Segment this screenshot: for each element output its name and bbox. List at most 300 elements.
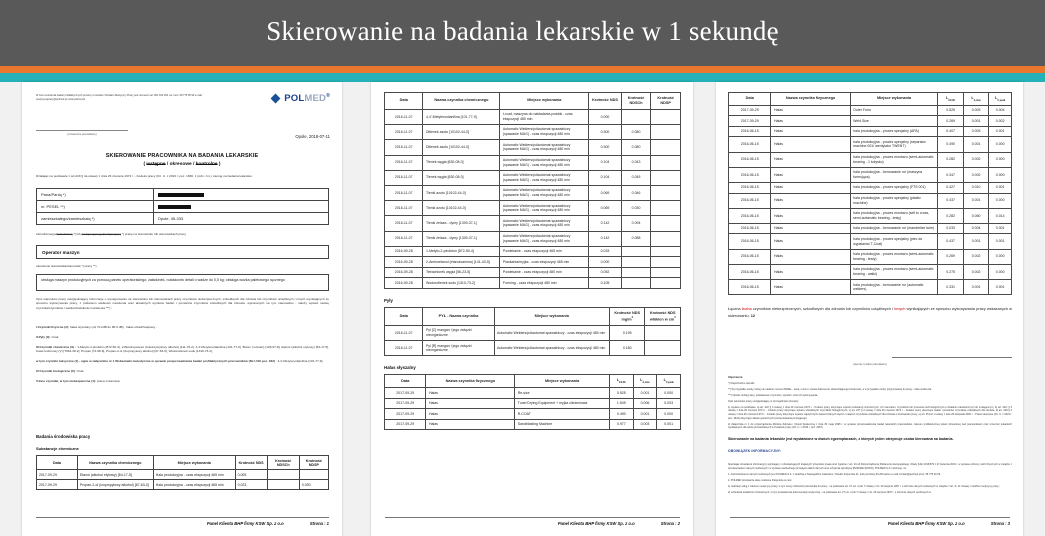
table-cell: 2016-11-07	[385, 201, 423, 216]
table-cell: hala produkcyjna - proces montażu (semi-automatic bearing - 1 łożysko)	[850, 152, 938, 167]
table-cell: 0.490	[938, 137, 963, 152]
table-cell: Pył [C] mangan i jego związki nieorganiczne	[423, 325, 494, 340]
documents-workspace	[0, 82, 1045, 536]
table-cell: 4,4'-Metylenodianilina [101-77-9]	[423, 109, 500, 124]
footer-left: Panel Klienta BHP firmy KSW Sp. z o.o	[206, 521, 284, 526]
identity-label: nr. PESEL **)	[37, 201, 154, 213]
table-cell	[267, 480, 299, 490]
table-cell	[651, 267, 681, 278]
table-row	[385, 246, 681, 257]
table-cell: Hałas	[426, 388, 515, 399]
column-header: $L_{C,peak}$	[989, 93, 1012, 106]
table-cell: Tlenki azotu [10102-44-0]	[423, 185, 500, 200]
hazard-factor-body: 1-Metylo-2-pirolidon [872-50-4], 2-Butoksyetanol (butoksyetylowy alkohol) [111-76-2], 4,4'-Metylenodianilina [101-77-9], Butan (n-butan) [106-97-8], Etanol (alkohol etylowy) [64-17-5], Kwas fosforowy (V) [7664-38-2], Propan [74-98-6], Propan-2-ol (izopropylowy alkohol) [67-63-0], Wodorotlenek sodu [1310-73-2],	[36, 344, 329, 354]
noise-measurements-table-cont	[728, 92, 1012, 295]
document-page-1[interactable]	[22, 82, 342, 536]
table-row	[37, 201, 329, 213]
table-row	[385, 155, 681, 170]
table-row	[729, 223, 1012, 234]
table-cell: Automatic Welders/półautomat spawalniczy - czas ekspozycji 480 min	[494, 341, 609, 356]
column-header: $L_{C,peak}$	[657, 375, 681, 388]
gdpr-note: 2) udzielania świadczeń zdrowotnych, w tym prowadzenia dokumentacji medycznej - na podstawie art. 27 ust. 2 pkt 7 Ustawy z dn. 29 sierpnia 1997 r. o ochronie danych osobowych w	[728, 490, 931, 494]
identity-value[interactable]	[153, 189, 328, 201]
gdpr-note: 1) realizacji usług z zakresu medycyny pracy, w tym oceny zdolności pracownika do pracy - na podstawie art. 27 ust. 2 pkt 7 Ustawy z dn. 29 sierpnia 1997 r. o ochronie danych osobowych w związku z art. 6 i 11 Ustawy o służbie medycyny pracy;	[728, 484, 1000, 488]
column-header: Miejsce wykonania	[494, 307, 609, 325]
table-cell: 2016-11-07	[385, 185, 423, 200]
table-cell: 0.180	[609, 341, 645, 356]
table-cell: 0.195	[609, 325, 645, 340]
table-cell: Tetrachlorek węgla [56-23-5]	[423, 267, 500, 278]
table-cell: 0.001	[989, 280, 1012, 295]
table-cell: Hałas	[771, 183, 850, 194]
column-header: Nazwa czynnika chemicznego	[423, 93, 500, 110]
table-cell: 0.094	[621, 216, 651, 231]
logo-registered-icon: ®	[326, 93, 330, 99]
table-row	[729, 137, 1012, 152]
table-cell: Hałas	[771, 105, 850, 116]
subtitle-option-wstepne: wstępne	[146, 162, 166, 167]
table-cell: 2017-09-29	[729, 116, 771, 127]
table-row	[729, 167, 1012, 182]
table-cell: Forming - czas ekspozycji 480 min	[500, 278, 589, 289]
logo-part1: POL	[284, 93, 305, 105]
table-cell: 2016-06-15	[729, 223, 771, 234]
table-cell	[651, 140, 681, 155]
table-cell: 0.003	[963, 105, 988, 116]
table-cell: Hałas	[771, 223, 850, 234]
table-cell	[651, 155, 681, 170]
table-row	[37, 213, 329, 225]
column-header: Miejsce wykonania	[500, 93, 589, 110]
table-cell: 0.030	[621, 201, 651, 216]
table-cell: 0.001	[963, 280, 988, 295]
table-cell: Hałas	[771, 116, 850, 127]
table-cell	[621, 109, 651, 124]
table-cell: hala produkcyjna - proces montażu (semi-automatic bearing - wałki)	[850, 264, 938, 279]
gdpr-note: 1. Administratorem danych osobowych jest POLMED S.A. z siedzibą w Starogardzie Gdańskim, Osiedle Kopernika 21, kod pocztowy 83-200 adres e-mail: kontakt@polmed.pl tel. 58 775 00 29.	[728, 472, 941, 476]
subtitle-option-kontrolne: kontrolne	[195, 162, 218, 167]
legal-note: ***) Opisać rodzaj pracy, podstawowe czynności, sposób i czas ich wykonywania.	[728, 393, 818, 397]
table-cell: hala produkcyjna - formowanie rur (maszyna formująca)	[850, 167, 938, 182]
table-cell: 0.023	[235, 480, 267, 490]
table-cell: hala produkcyjna - proces specjalny (piec do wypalania/ T-Coat)	[850, 234, 938, 249]
table-cell: 0.001	[989, 234, 1012, 249]
employment-a: zatrudnionego/	[36, 232, 57, 236]
table-cell: Tlenek węgla [630-08-0]	[423, 170, 500, 185]
table-cell	[645, 325, 681, 340]
table-row	[385, 325, 681, 340]
column-header: Krotność NDS włókien w $cm^3$	[645, 307, 681, 325]
table-cell: 0.331	[938, 280, 963, 295]
table-cell: 0.002	[963, 249, 988, 264]
table-cell: hala produkcyjna - proces montażu (sell to cross, semi-automatic bearing - testy)	[850, 208, 938, 223]
table-row	[37, 189, 329, 201]
column-header: Nazwa czynnika chemicznego	[77, 456, 153, 470]
notes-title: Objaśnienia:	[728, 375, 744, 379]
table-row	[385, 185, 681, 200]
identity-value[interactable]: Opole, 45-333	[153, 213, 328, 225]
legal-note: **) W przypadku osoby, której nie nadano numeru PESEL - seria, numer i nazwa dokumentu stwierdzającego tożsamość, a w przypadku osoby przyjmowanej do pracy - data urodzenia.	[728, 387, 932, 391]
table-cell: 1-Metylo-2-pirolidon [872-50-4]	[423, 246, 500, 257]
hazard-factor-head: III.Czynniki chemiczne (9) :	[36, 344, 77, 349]
table-cell: 0.001	[963, 193, 988, 208]
table-row	[729, 280, 1012, 295]
stamp-caption: (oznaczenie pracodawcy)	[67, 133, 97, 136]
redaction-bar	[158, 193, 204, 197]
table-cell: Tlenki azotu [10102-44-0]	[423, 201, 500, 216]
table-cell: 2016-06-15	[729, 264, 771, 279]
city-date: Opole, 2018-07-11	[295, 134, 330, 139]
table-cell: 0.003	[633, 419, 657, 430]
column-header: Miejsce wykonania	[153, 456, 235, 470]
table-cell	[621, 257, 651, 268]
table-cell: Automatic Welders/półautomat spawalniczy - czas ekspozycji 480 min	[494, 325, 609, 340]
hazard-factor-body: brak	[51, 334, 59, 339]
identity-value[interactable]	[153, 201, 328, 213]
table-cell: 2016-06-15	[729, 137, 771, 152]
table-cell: Hałas	[771, 280, 850, 295]
employment-c: *) lub	[72, 232, 82, 236]
table-row	[37, 470, 329, 480]
table-cell: 0.001	[657, 419, 681, 430]
table-cell: 0.003	[963, 126, 988, 137]
table-row	[729, 208, 1012, 223]
column-header: Krotność NDS	[235, 456, 267, 470]
employer-stamp-field	[36, 130, 128, 136]
chemical-measurements-table	[384, 92, 681, 289]
table-cell: 0.000	[989, 249, 1012, 264]
table-cell: 2016-11-07	[385, 216, 423, 231]
table-cell: 0.088	[621, 231, 651, 246]
table-cell	[621, 246, 651, 257]
column-header: $L_{A,max}$	[633, 375, 657, 388]
table-cell: 0.080	[621, 125, 651, 140]
table-cell	[651, 170, 681, 185]
table-cell: Hałas	[771, 249, 850, 264]
employment-line	[36, 232, 329, 236]
table-cell: 0.004	[989, 105, 1012, 116]
table-cell: 2016-11-07	[385, 125, 423, 140]
table-cell: Outer Form	[850, 105, 938, 116]
table-cell: Automatic Welders/półautomat spawalniczy (spawanie MAG) - czas ekspozycji 480 min	[500, 231, 589, 246]
table-cell: 0.030	[299, 480, 328, 490]
table-cell: Tunel Drying Equipment + myjka ciśnieniowa	[515, 398, 610, 409]
table-cell: 0.490	[609, 409, 633, 420]
table-cell: 0.006	[633, 398, 657, 409]
column-header: Data	[729, 93, 771, 106]
table-row	[385, 231, 681, 246]
table-cell: 0.046	[621, 185, 651, 200]
column-header: Miejsce wykonania	[515, 375, 610, 388]
employer-signature-field	[728, 345, 1012, 366]
table-cell: 0.437	[938, 234, 963, 249]
document-page-3[interactable]	[716, 82, 1023, 536]
column-header: Nazwa czynnika fizycznego	[426, 375, 515, 388]
table-cell	[299, 470, 328, 480]
subtitle-close: )	[217, 162, 221, 167]
legal-basis-paragraph: Działając na podstawie z art.229 § 4a ustawy z dnia 26 czerwca 1974 r. - Kodeks pracy (Dz. U. z 2016 r. poz. 1666, z późn. zm.), kieruję na badania lekarskie:	[36, 174, 253, 178]
table-row	[385, 201, 681, 216]
table-cell	[651, 246, 681, 257]
polmed-logo	[272, 93, 330, 104]
table-cell: Re-size	[515, 388, 610, 399]
table-cell: 2016-06-15	[729, 208, 771, 223]
hazard-factor-body: hałas słyszalny (od 70.2dB do 86.9 dB) , hałas ultradźwiękowy .	[69, 325, 158, 329]
table-cell: 0.001	[963, 116, 988, 127]
legal-note: Opis warunków pracy uwzględniający w szczególności przepisy:	[728, 399, 800, 403]
table-row	[385, 388, 681, 399]
position-field[interactable]: Operator maszyn	[36, 245, 329, 259]
table-cell: Automatic Welders/półautomat spawalniczy (spawanie MAG) - czas ekspozycji 480 min	[500, 140, 589, 155]
subtitle-option-okresowe: okresowe	[169, 162, 192, 167]
table-cell: Automatic Welders/półautomat spawalniczy (spawanie MAG) - czas ekspozycji 480 min	[500, 125, 589, 140]
table-cell: 0.000	[989, 193, 1012, 208]
table-cell: 0.300	[589, 125, 622, 140]
table-cell: 0.069	[589, 185, 622, 200]
table-cell: 0.105	[589, 278, 622, 289]
column-header: Krotność NDSCh	[267, 456, 299, 470]
table-cell: 2016-06-15	[729, 167, 771, 182]
copies-note: Skierowanie na badania lekarskie jest wystawione w dwóch egzemplarzach, z których jeden otrzymuje osoba kierowana na badania.	[728, 437, 954, 442]
dust-measurements-table	[384, 307, 681, 357]
section-environment-title: Badania środowiska pracy	[36, 434, 91, 439]
polmed-diamond-icon	[271, 94, 281, 104]
column-header: PYŁ - Nazwa czynnika	[423, 307, 494, 325]
table-cell: Hałas	[771, 126, 850, 137]
column-header: $L_{A,max}$	[963, 93, 988, 106]
table-row	[385, 170, 681, 185]
table-cell: 0.275	[938, 264, 963, 279]
table-row	[729, 126, 1012, 137]
footer-page-number: Strona : 1	[309, 521, 329, 526]
table-cell	[651, 231, 681, 246]
hazard-factor-body: : 4,4'-Metylenodianilina [101-77-9],	[274, 359, 324, 364]
employment-b: zatrudnioną	[56, 232, 73, 236]
page-footer	[385, 517, 680, 526]
hazard-factor-head: IV.Czynniki biologiczne (0) :	[36, 369, 77, 374]
table-row	[385, 409, 681, 420]
table-cell: hala produkcyjna - proces montażu (semi-automatic bearing - testy)	[850, 249, 938, 264]
table-cell: 0.000	[657, 409, 681, 420]
employee-identity-table	[36, 188, 329, 225]
table-cell: Piaskarka/myjka - czas ekspozycji 465 min	[500, 257, 589, 268]
table-cell: 0.033	[589, 246, 622, 257]
column-header: $L_{EX,8h}$	[609, 375, 633, 388]
legal-note: 1) wydane na podstawie: a) art. 222 § 3 ustawy z dnia 26 czerwca 1974 r. - Kodeks pracy dotyczące wykazu substancji chemicznych, ich mieszanin, czynników lub procesów technologicznych o działaniu rakotwórczym lub mutagennym, b) art. 222¹ § 3 ustawy z dnia 26 czerwca 1974 r. - Kodeks pracy dotyczące wykazu szkodliwych czynników biologicznych, c) art. 227 § 2 ustawy z dnia 26 czerwca 1974 r. - Kodeks pracy dotyczące badań i pomiarów czynników szkodliwych dla zdrowia, d) art. 228 § 3 ustawy z dnia 26 czerwca 1974 r. - Kodeks pracy dotyczące wykazu najwyższych dopuszczalnych stężeń i natężeń czynników szkodliwych dla zdrowia w środowisku pracy, e) art. 25 pkt 1 ustawy z dnia 29 listopada 2000 r. - Prawo atomowe (Dz. U. z 2024 r. poz. 1522) dotyczące dawek granicznych promieniowania jonizującego;	[728, 405, 1012, 420]
table-cell: 2016-09-28	[385, 246, 423, 257]
table-cell: 2016-06-15	[729, 280, 771, 295]
hazard-factor-body: brak	[76, 369, 84, 374]
column-header: Krotność NDS	[589, 93, 622, 110]
hazard-count-summary	[728, 306, 1012, 319]
table-cell: Hala produkcyjna - czas ekspozycji 465 min	[153, 480, 235, 490]
table-row	[729, 105, 1012, 116]
table-cell: 0.001	[633, 409, 657, 420]
column-header: Nazwa czynnika fizycznego	[771, 93, 850, 106]
table-row	[729, 234, 1012, 249]
table-cell: Tlenki żelaza - dymy [1309-37-1]	[423, 231, 500, 246]
table-cell: 0.003	[657, 398, 681, 409]
position-caption: określenie stanowiska/stanowisk *) pracy **)	[36, 264, 97, 268]
column-header: Data	[385, 93, 423, 110]
table-cell: Automatic Welders/półautomat spawalniczy (spawanie MAG) - czas ekspozycji 480 min	[500, 216, 589, 231]
table-cell: Powlekanie - czas ekspozycji 480 min	[500, 267, 589, 278]
table-cell: 0.104	[589, 170, 622, 185]
table-cell: hala produkcyjna - proces specjalny (separator machine 001/ wentylator TWENT)	[850, 137, 938, 152]
table-cell: Hałas	[426, 398, 515, 409]
table-cell: 0.001	[989, 183, 1012, 194]
table-cell	[651, 201, 681, 216]
table-cell: hala produkcyjna - formowanie rur (mandrelize tube)	[850, 223, 938, 234]
subtitle-open: (	[143, 162, 147, 167]
table-row	[385, 341, 681, 356]
section-chemicals-title: Substancje chemiczne	[36, 446, 79, 451]
table-cell: 0.001	[963, 137, 988, 152]
logo-part2: MED	[304, 93, 327, 105]
table-cell: 0.000	[989, 137, 1012, 152]
hazard-factors-list	[36, 325, 329, 389]
table-cell: 2016-06-15	[729, 126, 771, 137]
table-cell	[651, 185, 681, 200]
gdpr-note: Spełniając obowiązek informacyjny wynikający z obowiązujących krajowych przepisów prawa oraz zgodnie z art. 13-14 Rozporządzenia Parlamentu Europejskiego i Rady (UE) 2016/679 z 27 kwietnia 2016 r. w sprawie ochrony osób fizycznych w związku z przetwarzaniem danych osobowych i w sprawie swobodnego przepływu takich danych oraz uchylenia dyrektywy 95/46/WE (RODO), POLMED S.A. informuje, że:	[728, 463, 1012, 470]
column-header: Data	[385, 375, 426, 388]
table-cell: 2016-06-15	[729, 193, 771, 208]
table-cell	[267, 470, 299, 480]
table-cell: Hałas	[771, 167, 850, 182]
footer-left: Panel Klienta BHP firmy KSW Sp. z o.o	[887, 521, 965, 526]
table-cell	[621, 278, 651, 289]
table-cell: 0.525	[609, 388, 633, 399]
table-row	[385, 419, 681, 430]
document-title: SKIEROWANIE PRACOWNIKA NA BADANIA LEKARSKIE	[105, 153, 259, 159]
table-cell: 0.269	[938, 249, 963, 264]
table-cell: 0.142	[589, 231, 622, 246]
accent-bar-teal	[0, 73, 1045, 82]
table-cell: hala produkcyjna - proces specjalny (APA)	[850, 126, 938, 137]
noise-measurements-table	[384, 374, 681, 430]
table-cell: 0.001	[989, 126, 1012, 137]
title-banner	[0, 0, 1045, 66]
footer-page-number: Strona : 3	[990, 521, 1010, 526]
legal-note: *) Niepotrzebne skreślić.	[728, 381, 756, 385]
table-cell: Powlekanie - czas ekspozycji 465 min	[500, 246, 589, 257]
column-header: Krotność NDSP	[651, 93, 681, 110]
table-cell: 0.427	[938, 183, 963, 194]
hazard-factor-head: I.Czynniki fizyczne (2):	[36, 325, 70, 329]
column-header: Krotność NDS $mg/m^3$	[609, 307, 645, 325]
table-cell: 2017-09-29	[385, 419, 426, 430]
section-noise-title: Hałas słyszalny	[384, 365, 416, 371]
table-cell: Ditlenek azotu [10102-44-0]	[423, 140, 500, 155]
table-cell: Automatic Welders/półautomat spawalniczy (spawanie MAG) - czas ekspozycji 480 min	[500, 201, 589, 216]
table-cell: 0.043	[621, 155, 651, 170]
accent-bar-orange	[0, 66, 1045, 73]
table-row	[729, 152, 1012, 167]
table-cell: Automatic Welders/półautomat spawalniczy (spawanie MAG) - czas ekspozycji 480 min	[500, 170, 589, 185]
table-cell: 0.525	[938, 105, 963, 116]
table-cell: 2017-09-29	[385, 388, 426, 399]
table-cell: 2016-11-07	[385, 231, 423, 246]
table-cell	[651, 125, 681, 140]
gdpr-title: OBOWIĄZEK INFORMACYJNY:	[728, 449, 782, 454]
hazard-factor-item	[36, 325, 329, 329]
table-cell: 2016-09-28	[385, 267, 423, 278]
table-cell: 2016-09-28	[385, 278, 423, 289]
table-cell: Tlenki żelaza - dymy [1309-37-1]	[423, 216, 500, 231]
table-cell: 0.001	[633, 388, 657, 399]
table-cell: 0.045	[621, 170, 651, 185]
table-cell: R-COAT	[515, 409, 610, 420]
table-cell: 0.282	[938, 152, 963, 167]
legal-note: 2) Załącznika nr 1 do rozporządzenia Ministra Zdrowia i Opieki Społecznej z dnia 30 maja 1996 r. w sprawie przeprowadzenia badań lekarskich pracowników, zakresu profilaktycznej opieki zdrowotnej nad pracownikami oraz orzeczeń lekarskich wydawanych dla celów przewidzianych w Kodeksie pracy (Dz. U. z 2016 r. poz. 2067)	[728, 422, 1012, 430]
table-cell: Hałas	[771, 208, 850, 223]
table-cell: 2017-09-29	[37, 480, 78, 490]
table-cell	[651, 216, 681, 231]
table-cell: 2016-09-28	[385, 257, 423, 268]
hazard-factor-item	[36, 379, 329, 383]
table-cell: 0.282	[938, 208, 963, 223]
table-cell: Pył [R] mangan i jego związki nieorganiczne	[423, 341, 494, 356]
table-cell: 2016-06-15	[729, 183, 771, 194]
table-cell: Wodorotlenek sodu [1310-73-2]	[423, 278, 500, 289]
employment-d: podejmującego/podejmującą	[81, 232, 121, 236]
employment-e: *) pracę na stanowisku lub stanowiskach pracy	[121, 232, 187, 236]
document-page-2[interactable]	[371, 82, 693, 536]
table-cell: 0.407	[938, 126, 963, 137]
table-cell: 0.014	[989, 208, 1012, 223]
table-row	[385, 109, 681, 124]
table-cell: 2016-11-07	[385, 140, 423, 155]
table-cell: 0.002	[963, 152, 988, 167]
hazard-factor-head: w tym czynniki toksyczne (1) - ujęte w załączniku nr 1 Wskazówki metodyczne w sprawie przeprowadzania badań profilaktycznych pracowników (Dz.U.69 poz. 332)	[36, 359, 275, 364]
table-cell: 0.000	[989, 152, 1012, 167]
table-cell: 0.004	[963, 223, 988, 234]
signature-caption: (pieczęć i podpis pracodawcy)	[853, 362, 887, 366]
column-header: Data	[385, 307, 423, 325]
table-cell: 0.000	[989, 167, 1012, 182]
page-footer	[730, 517, 1010, 526]
table-cell: 0.000	[589, 109, 622, 124]
work-conditions-field[interactable]: obsługa maszyn produkcyjnych za pomocą panelu operatorskiego; załadunek, rozładunek detali o wadze do 0,5 kg; obsługa wózka paletowego ręcznego	[36, 274, 329, 291]
table-cell: 0.000	[657, 388, 681, 399]
hazard-factor-body: praca zmianowa.	[96, 379, 121, 384]
hazard-factor-item	[36, 345, 329, 354]
table-cell: Hałas	[771, 264, 850, 279]
gdpr-note: 2. POLMED przetwarza dane osobowe Pacjentów w celu:	[728, 478, 792, 482]
table-cell: 0.977	[609, 419, 633, 430]
table-cell: 2017-09-29	[37, 470, 78, 480]
table-cell: Ditlenek azotu [10102-44-0]	[423, 125, 500, 140]
hazards-description-paragraph: Opis warunków pracy uwzględniający informacje o występowaniu na stanowisku lub stanowiskach pracy czynników niebezpiecznych, szkodliwych dla zdrowia lub czynników uciążliwych i innych wynikających ze sposobu wykonywania pracy, z podaniem wielkości narażenia oraz aktualnych wyników badań i pomiarów czynników szkodliwych dla zdrowia, wykonanych na tym stanowisku - należy wpisać nazwę czynnika/czynników i wielkość/wielkości narażenia ***) :	[36, 297, 329, 310]
table-row	[385, 257, 681, 268]
footer-page-number: Strona : 2	[660, 521, 680, 526]
table-row	[729, 116, 1012, 127]
table-row	[385, 216, 681, 231]
identity-label: Pana/Panią *)	[37, 189, 154, 201]
table-cell: 2017-09-29	[385, 409, 426, 420]
summary-highlight-2: innych	[894, 306, 906, 312]
table-cell: Hałas	[771, 137, 850, 152]
table-cell: 0.300	[589, 140, 622, 155]
table-cell: 2016-11-07	[385, 155, 423, 170]
table-cell	[621, 267, 651, 278]
table-row	[729, 193, 1012, 208]
table-cell: hala produkcyjna - proces specjalny (plastic machine)	[850, 193, 938, 208]
table-cell: 0.269	[938, 116, 963, 127]
section-dust-title: Pyły	[384, 297, 393, 303]
table-cell: t-coat, maszyna do nakładania powłok - czas ekspozycji 480 min	[500, 109, 589, 124]
table-cell: 2017-09-29	[385, 398, 426, 409]
